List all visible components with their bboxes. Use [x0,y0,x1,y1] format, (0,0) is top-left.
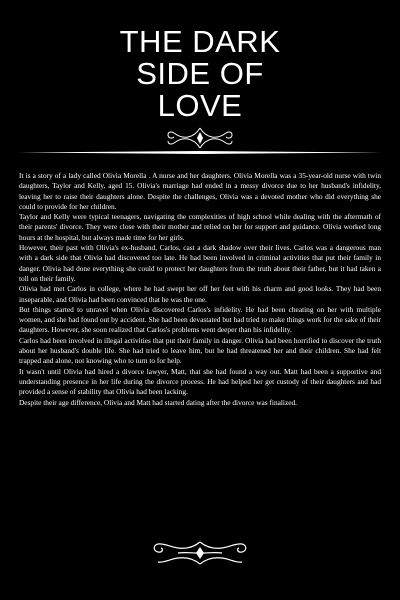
paragraph: Despite their age difference, Olivia and Matt had started dating after the divorce was finalized. [19,397,297,407]
title-line-3: LOVE [157,88,243,123]
paragraph: Carlos had been involved in illegal activities that put their family in danger. Olivia had been horrified to discover the truth about her husband's double life. She had tried to leave him, but he had threatened her and their children. She had felt trapped and alone, not knowing who to turn to for help. [19,335,381,366]
title-line-2: SIDE OF [136,56,264,91]
title-line-1: THE DARK [119,24,281,59]
paragraph: However, their past with Olivia's ex-husband, Carlos, cast a dark shadow over their lives. Carlos was a dangerous man with a dark side that Olivia had discovered too late. He had been involved in criminal activities that put their family in danger. Olivia had done everything she could to protect her daughters from the truth about their father, but it had taken a toll on their family. [19,243,381,283]
page-title [0,26,400,122]
paragraph: Olivia had met Carlos in college, where he had swept her off her feet with his charm and good looks. They had been inseparable, and Olivia had been convinced that he was the one. [19,284,381,304]
pointed-rule-icon [18,151,382,154]
paragraph: It wasn't until Olivia had hired a divorce lawyer, Matt, that she had found a way out. Matt had been a supportive and understanding presence in her life during the divorce process. He had helped her get custody of their daughters and had provided a sense of stability that Olivia had been lacking. [19,366,381,397]
flourish-divider-icon [0,538,400,568]
paragraph: Taylor and Kelly were typical teenagers, navigating the complexities of high school while dealing with the aftermath of their parents' divorce. They were close with their mother and relied on her for support and guidance. Olivia worked long hours at the hospital, but always made time for her girls. [19,212,381,242]
paragraph: It is a story of a lady called Olivia Morella . A nurse and her daughters. Olivia Morella was a 35-year-old nurse with twin daughters, Taylor and Kelly, aged 15. Olivia's marriage had ended in a messy divorce due to her husband's infidelity, leaving her to raise their daughters alone. Despite the challenges, Olivia was a devoted mother who did everything she could to provide for her children. [19,171,381,211]
paragraph: But things started to unravel when Olivia discovered Carlos's infidelity. He had been cheating on her with multiple women, and she had found out by accident. She had been devastated but had tried to make things work for the sake of their daughters. However, she soon realized that Carlos's problems went deeper than his infidelity. [19,304,381,335]
story-text [19,171,381,408]
flourish-divider-icon [0,126,400,150]
